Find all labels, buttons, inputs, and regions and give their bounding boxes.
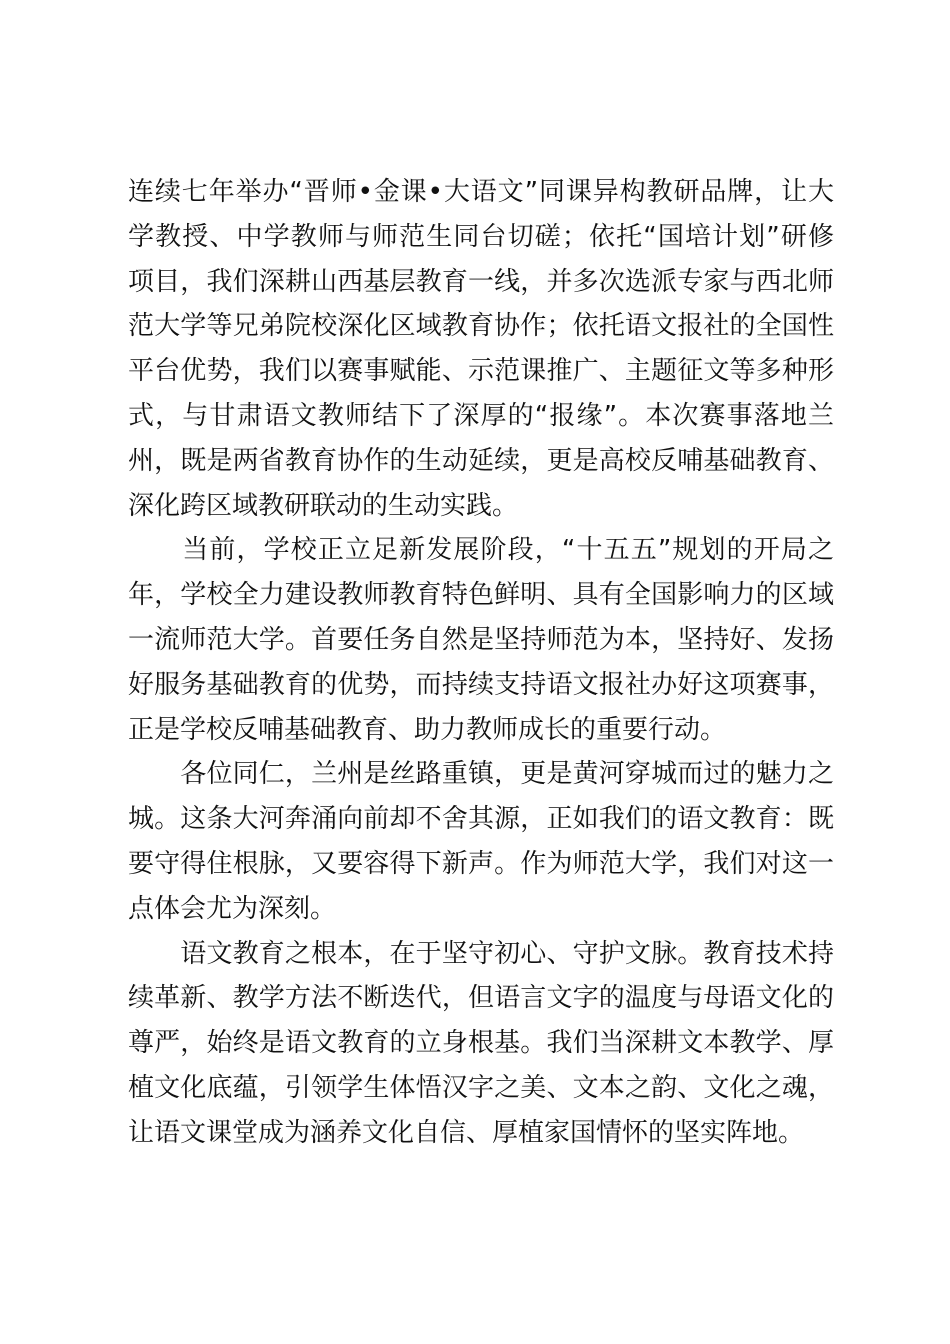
- text-line: 续革新、教学方法不断迭代，但语言文字的温度与母语文化的: [128, 983, 834, 1014]
- paragraph-4: [128, 932, 834, 1156]
- text-line: 年，学校全力建设教师教育特色鲜明、具有全国影响力的区域: [128, 580, 834, 611]
- text-line: 各位同仁，兰州是丝路重镇，更是黄河穿城而过的魅力之: [128, 759, 834, 790]
- text-line: 尊严，始终是语文教育的立身根基。我们当深耕文本教学、厚: [128, 1028, 834, 1059]
- text-line: 正是学校反哺基础教育、助力教师成长的重要行动。: [128, 714, 727, 745]
- text-line: 深化跨区域教研联动的生动实践。: [128, 490, 519, 521]
- text-line: 式，与甘肃语文教师结下了深厚的“报缘”。本次赛事落地兰: [128, 400, 834, 431]
- text-line: 让语文课堂成为涵养文化自信、厚植家国情怀的坚实阵地。: [128, 1117, 805, 1148]
- text-line: 城。这条大河奔涌向前却不舍其源，正如我们的语文教育：既: [128, 804, 834, 835]
- text-line: 语文教育之根本，在于坚守初心、守护文脉。教育技术持: [128, 938, 834, 969]
- text-line: 好服务基础教育的优势，而持续支持语文报社办好这项赛事，: [128, 669, 834, 700]
- paragraph-1: [128, 170, 834, 528]
- text-line: 项目，我们深耕山西基层教育一线，并多次选派专家与西北师: [128, 266, 834, 297]
- text-line: 学教授、中学教师与师范生同台切磋；依托“国培计划”研修: [128, 221, 834, 252]
- text-line: 一流师范大学。首要任务自然是坚持师范为本，坚持好、发扬: [128, 624, 834, 655]
- text-line: 当前，学校正立足新发展阶段，“十五五”规划的开局之: [128, 535, 834, 566]
- text-line: 点体会尤为深刻。: [128, 893, 337, 924]
- text-line: 范大学等兄弟院校深化区域教育协作；依托语文报社的全国性: [128, 311, 834, 342]
- paragraph-3: [128, 752, 834, 931]
- document-page: [128, 170, 834, 1156]
- paragraph-2: [128, 528, 834, 752]
- text-line: 要守得住根脉，又要容得下新声。作为师范大学，我们对这一: [128, 848, 834, 879]
- text-line: 植文化底蕴，引领学生体悟汉字之美、文本之韵、文化之魂，: [128, 1072, 834, 1103]
- text-line: 平台优势，我们以赛事赋能、示范课推广、主题征文等多种形: [128, 356, 834, 387]
- text-line: 州，既是两省教育协作的生动延续，更是高校反哺基础教育、: [128, 445, 834, 476]
- text-line: 连续七年举办“晋师•金课•大语文”同课异构教研品牌，让大: [128, 177, 834, 207]
